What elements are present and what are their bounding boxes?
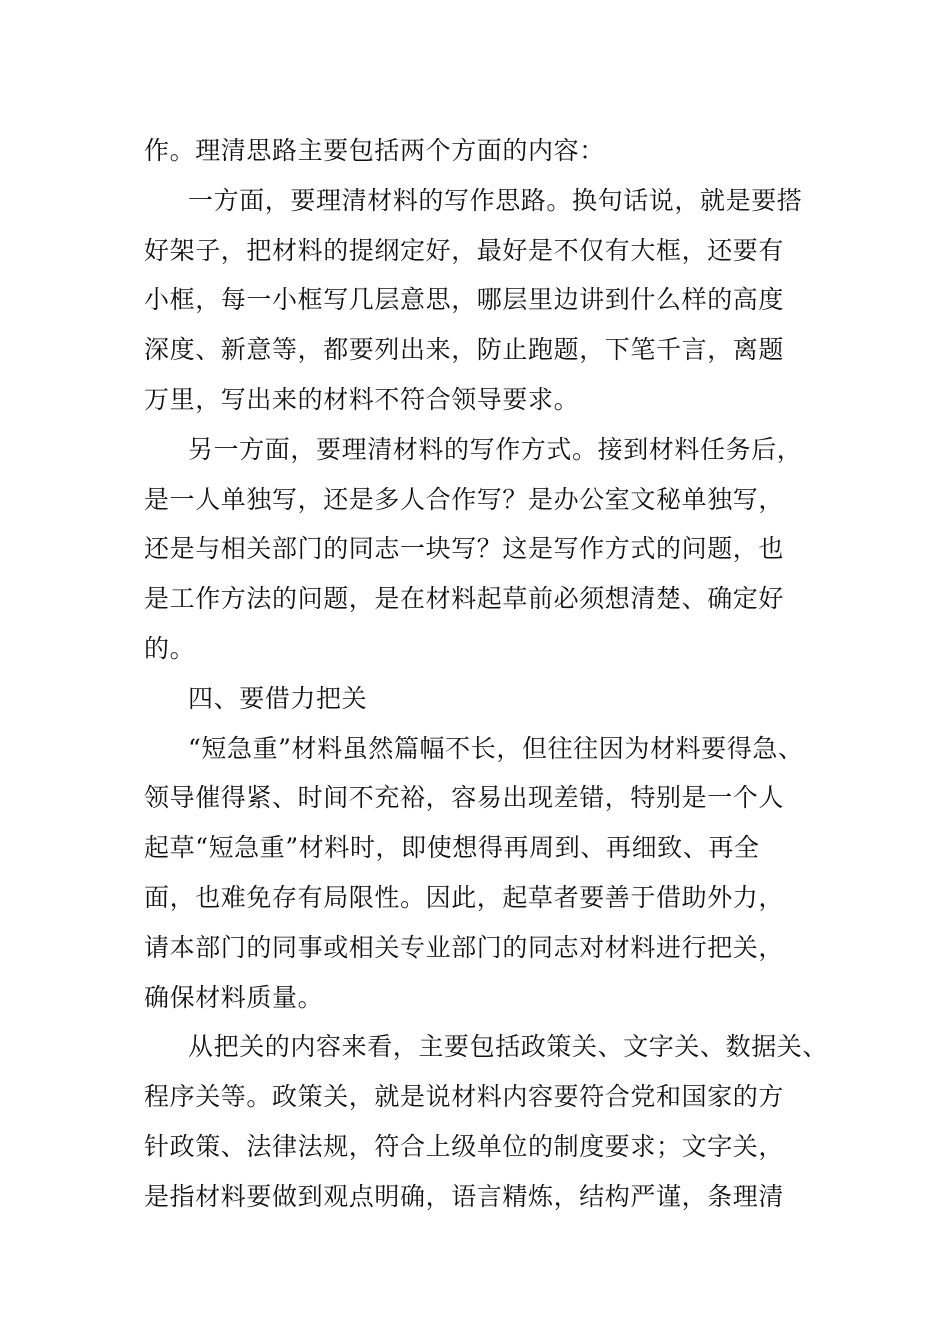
text-line: 小框，每一小框写几层意思，哪层里边讲到什么样的高度 xyxy=(144,285,785,315)
text-line: 针政策、法律法规，符合上级单位的制度要求；文字关， xyxy=(144,1131,785,1161)
text-line: 确保材料质量。 xyxy=(144,982,324,1012)
text-line: 从把关的内容来看，主要包括政策关、文字关、数据关、 xyxy=(188,1032,829,1062)
text-line: 是指材料要做到观点明确，语言精炼，结构严谨，条理清 xyxy=(144,1181,785,1211)
text-line: 好架子，把材料的提纲定好，最好是不仅有大框，还要有 xyxy=(144,235,785,265)
text-line: 领导催得紧、时间不充裕，容易出现差错，特别是一个人 xyxy=(144,783,785,813)
text-line: “短急重”材料虽然篇幅不长，但往往因为材料要得急、 xyxy=(188,733,804,763)
text-line: 的。 xyxy=(144,633,196,663)
text-line: 还是与相关部门的同志一块写？这是写作方式的问题，也 xyxy=(144,534,785,564)
text-line: 万里，写出来的材料不符合领导要求。 xyxy=(144,384,580,414)
text-line: 是一人单独写，还是多人合作写？是办公室文秘单独写， xyxy=(144,484,785,514)
text-line: 另一方面，要理清材料的写作方式。接到材料任务后， xyxy=(188,434,803,464)
body-text xyxy=(144,126,834,1222)
text-line: 程序关等。政策关，就是说材料内容要符合党和国家的方 xyxy=(144,1082,785,1112)
text-line: 是工作方法的问题，是在材料起草前必须想清楚、确定好 xyxy=(144,584,785,614)
section-heading: 四、要借力把关 xyxy=(188,683,368,713)
text-line: 起草“短急重”材料时，即使想得再周到、再细致、再全 xyxy=(144,833,760,863)
text-line: 一方面，要理清材料的写作思路。换句话说，就是要搭 xyxy=(188,185,803,215)
text-line: 请本部门的同事或相关专业部门的同志对材料进行把关， xyxy=(144,932,785,962)
text-line: 面，也难免存有局限性。因此，起草者要善于借助外力， xyxy=(144,882,785,912)
text-line: 作。理清思路主要包括两个方面的内容： xyxy=(144,136,605,165)
text-line: 深度、新意等，都要列出来，防止跑题，下笔千言，离题 xyxy=(144,335,785,365)
